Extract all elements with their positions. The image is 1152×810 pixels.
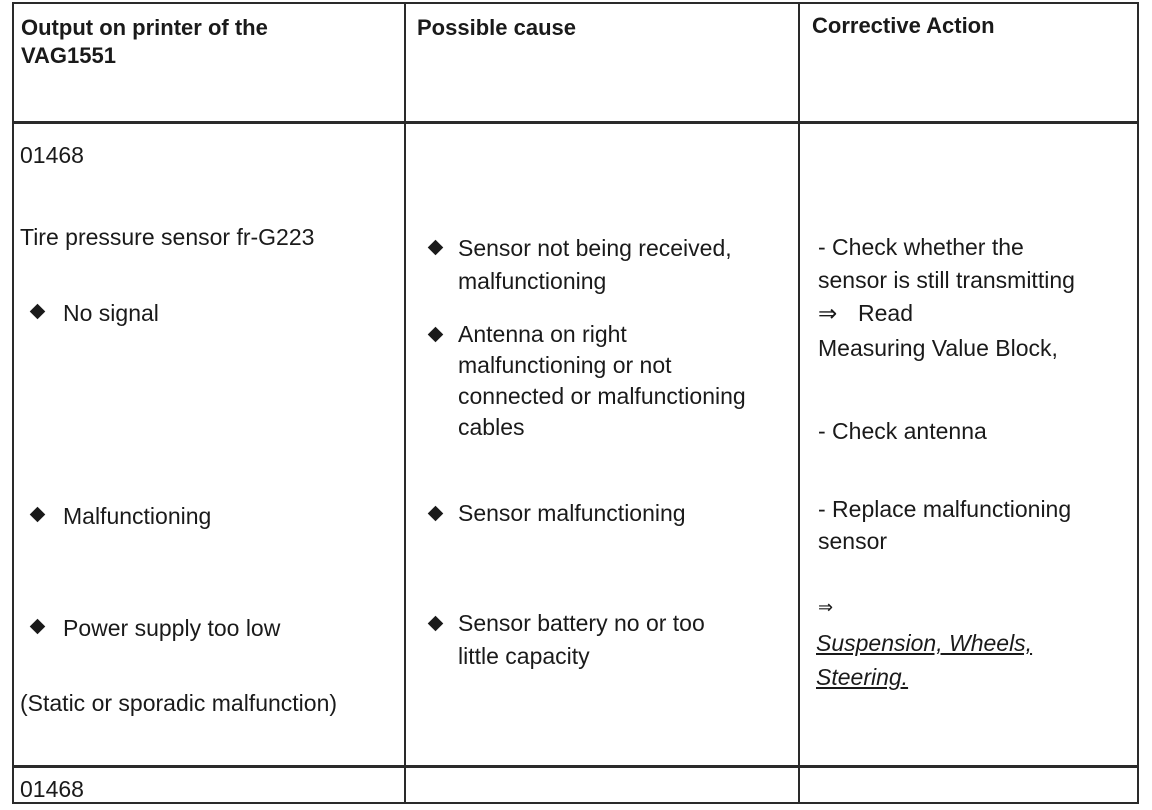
bullet-icon (428, 240, 444, 256)
table-border-bottom (12, 802, 1139, 804)
table-col-divider-2 (798, 2, 800, 804)
table-border-top (12, 2, 1139, 4)
action-replace-line2: sensor (818, 528, 888, 554)
sensor-name: Tire pressure sensor fr-G223 (20, 224, 315, 250)
cause-3-line1: Sensor malfunctioning (458, 500, 686, 526)
cause-2-line4: cables (458, 414, 525, 440)
arrow-right-icon: ⇒ (818, 597, 834, 617)
action-measuring-block: Measuring Value Block, (818, 335, 1058, 361)
bullet-icon (30, 507, 46, 523)
table-row-divider (12, 765, 1139, 768)
cause-2-line3: connected or malfunctioning (458, 383, 746, 409)
header-output-line1: Output on printer of the (21, 15, 268, 40)
fault-code: 01468 (20, 142, 84, 168)
cause-1-line2: malfunctioning (458, 268, 607, 294)
action-replace-line1: - Replace malfunctioning (818, 496, 1072, 522)
table-col-divider-1 (404, 2, 406, 804)
bullet-icon (428, 327, 444, 343)
cause-1-line1: Sensor not being received, (458, 235, 732, 261)
cause-4-line2: little capacity (458, 643, 590, 669)
header-possible-cause: Possible cause (417, 15, 576, 40)
action-check-sensor-line1: - Check whether the (818, 234, 1024, 260)
arrow-right-icon: ⇒ (818, 300, 838, 326)
action-check-antenna: - Check antenna (818, 418, 987, 444)
table-border-left (12, 2, 14, 804)
suspension-reference-link-line2[interactable]: Steering. (816, 664, 909, 690)
bullet-icon (428, 506, 444, 522)
bullet-icon (428, 616, 444, 632)
bullet-icon (30, 304, 46, 320)
suspension-reference-link-line1[interactable]: Suspension, Wheels, (816, 630, 1033, 656)
fault-note: (Static or sporadic malfunction) (20, 690, 338, 716)
fault-power-supply: Power supply too low (63, 615, 281, 641)
cause-2-line1: Antenna on right (458, 321, 627, 347)
action-check-sensor-line2: sensor is still transmitting (818, 267, 1075, 293)
fault-code-row2: 01468 (20, 776, 84, 802)
table-header-divider (12, 121, 1139, 124)
fault-malfunctioning: Malfunctioning (63, 503, 212, 529)
table-border-right (1137, 2, 1139, 804)
fault-no-signal: No signal (63, 300, 159, 326)
header-corrective-action: Corrective Action (812, 13, 995, 38)
action-read-link[interactable]: Read (858, 300, 913, 326)
bullet-icon (30, 619, 46, 635)
cause-4-line1: Sensor battery no or too (458, 610, 705, 636)
cause-2-line2: malfunctioning or not (458, 352, 672, 378)
header-output-line2: VAG1551 (21, 43, 116, 68)
